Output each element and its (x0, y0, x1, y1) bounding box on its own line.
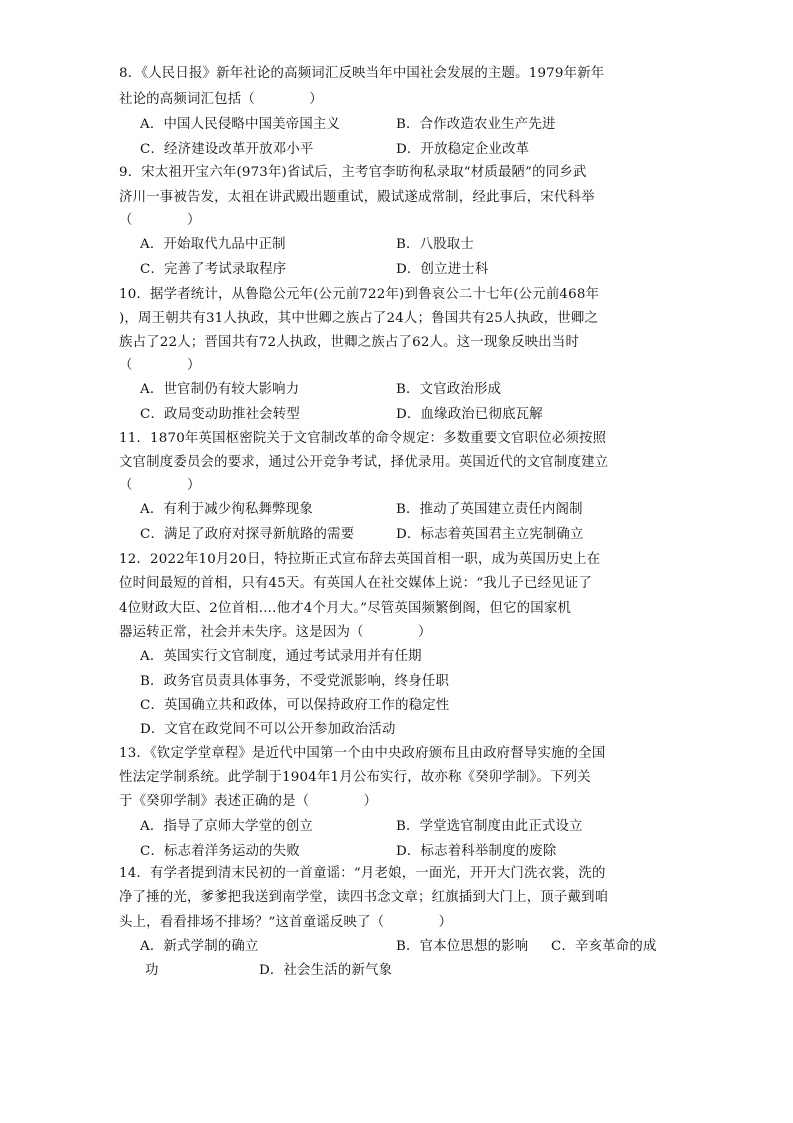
question-9-option-d: D．创立进士科 (396, 262, 489, 277)
question-12-option-a: A．英国实行文官制度，通过考试录用并有任期 (140, 649, 422, 664)
question-14-option-b: B．官本位思想的影响 (396, 939, 529, 954)
question-8-stem-line-1: 8．《人民日报》新年社论的高频词汇反映当年中国社会发展的主题。1979年新年 (119, 66, 605, 81)
question-10-option-b: B．文官政治形成 (396, 382, 502, 397)
question-11-option-d: D．标志着英国君主立宪制确立 (396, 527, 584, 542)
question-13-stem-line-1: 13．《钦定学堂章程》是近代中国第一个由中央政府颁布且由政府督导实施的全国 (119, 746, 606, 761)
question-10-stem-line-3: 族占了22人；晋国共有72人执政，世卿之族占了62人。这一现象反映出当时 (119, 335, 580, 350)
question-11-option-a: A．有利于减少徇私舞弊现象 (140, 502, 313, 517)
question-13-option-a: A．指导了京师大学堂的创立 (140, 819, 313, 834)
question-12-option-b: B．政务官员责具体事务，不受党派影响，终身任职 (140, 674, 450, 689)
question-11-option-b: B．推动了英国建立责任内阁制 (396, 502, 583, 517)
question-14-stem-line-3: 头上，看看排场不排场？”这首童谣反映了（ ） (119, 915, 453, 930)
question-11-stem-line-1: 11．1870年英国枢密院关于文官制改革的命令规定：多数重要文官职位必须按照 (119, 431, 607, 446)
question-11-stem-line-2: 文官制度委员会的要求，通过公开竞争考试，择优录用。英国近代的文官制度建立 (119, 455, 609, 470)
question-9-stem-line-3: （ ） (119, 213, 201, 228)
question-12-stem-line-2: 位时间最短的首相，只有45天。有英国人在社交媒体上说：“我儿子已经见证了 (119, 576, 592, 591)
question-13-option-d: D．标志着科举制度的废除 (396, 844, 557, 859)
question-13-stem-line-2: 性法定学制系统。此学制于1904年1月公布实行，故亦称《癸卯学制》。下列关 (119, 770, 591, 785)
question-12-stem-line-3: 4位财政大臣、2位首相....他才4个月大。”尽管英国频繁倒阁，但它的国家机 (119, 601, 572, 616)
question-9-option-c: C．完善了考试录取程序 (140, 262, 287, 277)
question-14-option-a: A．新式学制的确立 (140, 939, 259, 954)
question-11-option-c: C．满足了政府对探寻新航路的需要 (140, 527, 355, 542)
question-11-stem-line-3: （ ） (119, 478, 201, 493)
question-9-option-a: A．开始取代九品中正制 (140, 237, 286, 252)
question-9-stem-line-2: 济川一事被告发，太祖在讲武殿出题重试，殿试遂成常制，经此事后，宋代科举 (119, 190, 595, 205)
question-8-option-a: A．中国人民侵略中国美帝国主义 (140, 117, 341, 132)
question-8-option-d: D．开放稳定企业改革 (396, 142, 530, 157)
question-10-stem-line-2: )，周王朝共有31人执政，其中世卿之族占了24人；鲁国共有25人执政，世卿之 (119, 311, 599, 326)
question-13-option-b: B．学堂选官制度由此正式设立 (396, 819, 583, 834)
question-8-stem-line-2: 社论的高频词汇包括（ ） (119, 92, 323, 107)
question-14-option-c-part-1: C．辛亥革命的成 (551, 939, 657, 954)
question-12-option-d: D．文官在政党间不可以公开参加政治活动 (140, 722, 396, 737)
question-12-stem-line-4: 器运转正常，社会并未失序。这是因为（ ） (119, 625, 432, 640)
question-14-option-d: D．社会生活的新气象 (259, 963, 393, 978)
question-14-stem-line-2: 净了捶的光，爹爹把我送到南学堂，读四书念文章；红旗插到大门上，顶子戴到咱 (119, 890, 609, 905)
question-13-option-c: C．标志着洋务运动的失败 (140, 844, 300, 859)
question-10-stem-line-4: （ ） (119, 358, 201, 373)
question-10-option-d: D．血缘政治已彻底瓦解 (396, 407, 543, 422)
question-12-option-c: C．英国确立共和政体，可以保持政府工作的稳定性 (140, 698, 450, 713)
question-13-stem-line-3: 于《癸卯学制》表述正确的是（ ） (119, 794, 378, 809)
question-9-option-b: B．八股取士 (396, 237, 474, 252)
question-10-option-a: A．世官制仍有较大影响力 (140, 382, 300, 397)
question-12-stem-line-1: 12．2022年10月20日，特拉斯正式宣布辞去英国首相一职，成为英国历史上在 (119, 552, 601, 567)
question-14-stem-line-1: 14．有学者提到清末民初的一首童谣：“月老娘，一面光，开开大门洗衣裳，洗的 (119, 866, 606, 881)
question-8-option-c: C．经济建设改革开放邓小平 (140, 142, 314, 157)
question-10-option-c: C．政局变动助推社会转型 (140, 407, 300, 422)
question-14-option-c-part-2: 功 (145, 963, 159, 978)
question-8-option-b: B．合作改造农业生产先进 (396, 117, 556, 132)
question-9-stem-line-1: 9．宋太祖开宝六年(973年)省试后，主考官李昉徇私录取“材质最陋”的同乡武 (119, 165, 587, 180)
question-10-stem-line-1: 10．据学者统计，从鲁隐公元年(公元前722年)到鲁哀公二十七年(公元前468年 (119, 287, 600, 302)
